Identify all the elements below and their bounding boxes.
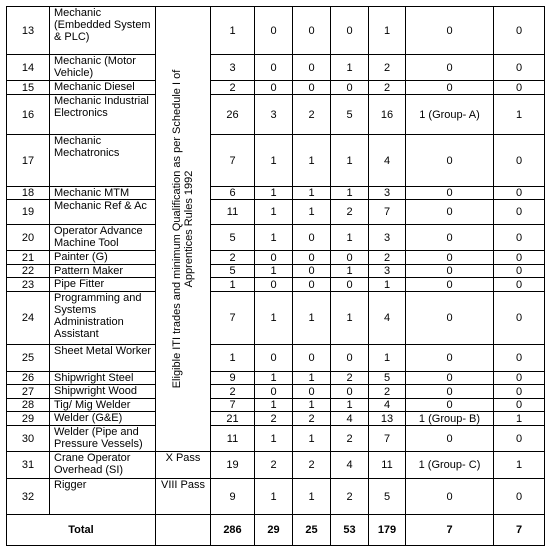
count-cell-c3: 0 bbox=[293, 225, 331, 251]
count-cell-c6: 0 bbox=[406, 426, 494, 452]
count-cell-c5: 4 bbox=[369, 292, 406, 345]
table-row bbox=[7, 95, 545, 135]
trade-name-cell: Programming and Systems Administration Assistant bbox=[50, 292, 156, 345]
trade-name-cell: Pattern Maker bbox=[50, 265, 156, 278]
count-cell-c5: 2 bbox=[369, 55, 406, 81]
count-cell-c5: 5 bbox=[369, 372, 406, 385]
table-row bbox=[7, 200, 545, 225]
count-cell-c5: 1 bbox=[369, 278, 406, 292]
trade-name-cell: Operator Advance Machine Tool bbox=[50, 225, 156, 251]
count-cell-c7: 0 bbox=[494, 399, 545, 412]
serial-number-cell: 24 bbox=[7, 292, 50, 345]
qualification-x-pass-cell: X Pass bbox=[156, 452, 211, 479]
count-cell-c1: 11 bbox=[211, 426, 255, 452]
count-cell-c2: 1 bbox=[255, 225, 293, 251]
serial-number-cell: 31 bbox=[7, 452, 50, 479]
table-row bbox=[7, 187, 545, 200]
count-cell-c2: 0 bbox=[255, 7, 293, 55]
qualification-iti-cell bbox=[156, 7, 211, 452]
count-cell-c4: 1 bbox=[331, 225, 369, 251]
serial-number-cell: 22 bbox=[7, 265, 50, 278]
count-cell-c6: 1 (Group- A) bbox=[406, 95, 494, 135]
qualification-viii-pass-cell: VIII Pass bbox=[156, 479, 211, 515]
count-cell-c7: 0 bbox=[494, 225, 545, 251]
serial-number-cell: 21 bbox=[7, 251, 50, 265]
table-row bbox=[7, 345, 545, 372]
count-cell-c4: 5 bbox=[331, 95, 369, 135]
count-cell-c4: 2 bbox=[331, 479, 369, 515]
count-cell-c3: 0 bbox=[293, 7, 331, 55]
count-cell-c6: 0 bbox=[406, 345, 494, 372]
count-cell-c6: 0 bbox=[406, 7, 494, 55]
serial-number-cell: 19 bbox=[7, 200, 50, 225]
count-cell-c4: 1 bbox=[331, 135, 369, 187]
count-cell-c4: 0 bbox=[331, 345, 369, 372]
table-row bbox=[7, 278, 545, 292]
count-cell-c7: 0 bbox=[494, 345, 545, 372]
count-cell-c7: 1 bbox=[494, 95, 545, 135]
count-cell-c3: 2 bbox=[293, 452, 331, 479]
count-cell-c4: 1 bbox=[331, 265, 369, 278]
count-cell-c7: 0 bbox=[494, 372, 545, 385]
table-row bbox=[7, 372, 545, 385]
count-cell-c3: 1 bbox=[293, 426, 331, 452]
count-cell-c2: 1 bbox=[255, 399, 293, 412]
count-cell-c3: 0 bbox=[293, 81, 331, 95]
count-cell-c3: 1 bbox=[293, 399, 331, 412]
count-cell-c7: 0 bbox=[494, 55, 545, 81]
serial-number-cell: 29 bbox=[7, 412, 50, 426]
count-cell-c7: 0 bbox=[494, 135, 545, 187]
count-cell-c1: 9 bbox=[211, 479, 255, 515]
count-cell-c2: 1 bbox=[255, 372, 293, 385]
count-cell-c7: 0 bbox=[494, 7, 545, 55]
count-cell-c7: 0 bbox=[494, 265, 545, 278]
count-cell-c3: 0 bbox=[293, 345, 331, 372]
count-cell-c7: 0 bbox=[494, 278, 545, 292]
count-cell-c3: 1 bbox=[293, 200, 331, 225]
count-cell-c6: 0 bbox=[406, 399, 494, 412]
count-cell-c5: 7 bbox=[369, 200, 406, 225]
serial-number-cell: 20 bbox=[7, 225, 50, 251]
count-cell-c1: 7 bbox=[211, 135, 255, 187]
count-cell-c5: 3 bbox=[369, 225, 406, 251]
table-row bbox=[7, 81, 545, 95]
table-row bbox=[7, 385, 545, 399]
table-row bbox=[7, 135, 545, 187]
count-cell-c6: 0 bbox=[406, 225, 494, 251]
count-cell-c1: 26 bbox=[211, 95, 255, 135]
count-cell-c6: 0 bbox=[406, 479, 494, 515]
count-cell-c5: 2 bbox=[369, 385, 406, 399]
count-cell-c7: 1 bbox=[494, 452, 545, 479]
count-cell-c5: 2 bbox=[369, 81, 406, 95]
total-c7-cell: 7 bbox=[494, 515, 545, 546]
count-cell-c6: 0 bbox=[406, 265, 494, 278]
count-cell-c2: 0 bbox=[255, 81, 293, 95]
count-cell-c6: 0 bbox=[406, 55, 494, 81]
count-cell-c1: 2 bbox=[211, 385, 255, 399]
table-row bbox=[7, 412, 545, 426]
count-cell-c3: 1 bbox=[293, 135, 331, 187]
count-cell-c7: 0 bbox=[494, 385, 545, 399]
apprentice-trades-table bbox=[6, 6, 545, 546]
count-cell-c1: 1 bbox=[211, 345, 255, 372]
table-row bbox=[7, 225, 545, 251]
trade-name-cell: Painter (G) bbox=[50, 251, 156, 265]
count-cell-c3: 0 bbox=[293, 385, 331, 399]
count-cell-c6: 0 bbox=[406, 278, 494, 292]
count-cell-c7: 0 bbox=[494, 187, 545, 200]
count-cell-c4: 2 bbox=[331, 200, 369, 225]
count-cell-c4: 0 bbox=[331, 81, 369, 95]
count-cell-c5: 4 bbox=[369, 135, 406, 187]
count-cell-c1: 21 bbox=[211, 412, 255, 426]
count-cell-c2: 1 bbox=[255, 426, 293, 452]
count-cell-c2: 1 bbox=[255, 135, 293, 187]
count-cell-c6: 1 (Group- C) bbox=[406, 452, 494, 479]
serial-number-cell: 25 bbox=[7, 345, 50, 372]
trade-name-cell: Sheet Metal Worker bbox=[50, 345, 156, 372]
count-cell-c4: 0 bbox=[331, 7, 369, 55]
count-cell-c4: 1 bbox=[331, 55, 369, 81]
count-cell-c3: 0 bbox=[293, 55, 331, 81]
table-row bbox=[7, 55, 545, 81]
table-body bbox=[7, 7, 545, 546]
trade-name-cell: Mechanic Mechatronics bbox=[50, 135, 156, 187]
count-cell-c2: 1 bbox=[255, 292, 293, 345]
count-cell-c4: 0 bbox=[331, 251, 369, 265]
total-c6-cell: 7 bbox=[406, 515, 494, 546]
count-cell-c7: 0 bbox=[494, 200, 545, 225]
trade-name-cell: Shipwright Wood bbox=[50, 385, 156, 399]
trade-name-cell: Mechanic MTM bbox=[50, 187, 156, 200]
total-c4-cell: 53 bbox=[331, 515, 369, 546]
count-cell-c2: 2 bbox=[255, 412, 293, 426]
count-cell-c6: 0 bbox=[406, 135, 494, 187]
count-cell-c1: 7 bbox=[211, 292, 255, 345]
count-cell-c5: 16 bbox=[369, 95, 406, 135]
trade-name-cell: Rigger bbox=[50, 479, 156, 515]
count-cell-c2: 1 bbox=[255, 200, 293, 225]
total-c3-cell: 25 bbox=[293, 515, 331, 546]
count-cell-c5: 7 bbox=[369, 426, 406, 452]
count-cell-c1: 7 bbox=[211, 399, 255, 412]
count-cell-c4: 1 bbox=[331, 292, 369, 345]
count-cell-c6: 1 (Group- B) bbox=[406, 412, 494, 426]
count-cell-c6: 0 bbox=[406, 372, 494, 385]
count-cell-c5: 3 bbox=[369, 187, 406, 200]
count-cell-c3: 1 bbox=[293, 372, 331, 385]
table-row bbox=[7, 479, 545, 515]
total-c5-cell: 179 bbox=[369, 515, 406, 546]
count-cell-c6: 0 bbox=[406, 200, 494, 225]
total-c1-cell: 286 bbox=[211, 515, 255, 546]
count-cell-c5: 1 bbox=[369, 7, 406, 55]
count-cell-c5: 4 bbox=[369, 399, 406, 412]
count-cell-c1: 6 bbox=[211, 187, 255, 200]
count-cell-c5: 13 bbox=[369, 412, 406, 426]
trade-name-cell: Mechanic Industrial Electronics bbox=[50, 95, 156, 135]
serial-number-cell: 15 bbox=[7, 81, 50, 95]
trade-name-cell: Tig/ Mig Welder bbox=[50, 399, 156, 412]
count-cell-c3: 1 bbox=[293, 479, 331, 515]
count-cell-c3: 0 bbox=[293, 278, 331, 292]
count-cell-c7: 0 bbox=[494, 292, 545, 345]
table-row bbox=[7, 7, 545, 55]
count-cell-c1: 5 bbox=[211, 225, 255, 251]
count-cell-c6: 0 bbox=[406, 251, 494, 265]
count-cell-c4: 2 bbox=[331, 426, 369, 452]
count-cell-c6: 0 bbox=[406, 81, 494, 95]
total-c2-cell: 29 bbox=[255, 515, 293, 546]
total-label-cell: Total bbox=[7, 515, 156, 546]
count-cell-c5: 11 bbox=[369, 452, 406, 479]
count-cell-c4: 1 bbox=[331, 399, 369, 412]
serial-number-cell: 32 bbox=[7, 479, 50, 515]
count-cell-c6: 0 bbox=[406, 292, 494, 345]
count-cell-c5: 1 bbox=[369, 345, 406, 372]
count-cell-c6: 0 bbox=[406, 187, 494, 200]
count-cell-c2: 1 bbox=[255, 479, 293, 515]
table-row bbox=[7, 426, 545, 452]
serial-number-cell: 16 bbox=[7, 95, 50, 135]
count-cell-c1: 2 bbox=[211, 251, 255, 265]
count-cell-c2: 0 bbox=[255, 55, 293, 81]
qualification-iti-text: Eligible ITI trades and minimum Qualification as per Schedule I of Apprentices Rules 1992 bbox=[171, 69, 195, 389]
count-cell-c5: 3 bbox=[369, 265, 406, 278]
serial-number-cell: 17 bbox=[7, 135, 50, 187]
serial-number-cell: 28 bbox=[7, 399, 50, 412]
count-cell-c3: 1 bbox=[293, 187, 331, 200]
count-cell-c1: 11 bbox=[211, 200, 255, 225]
count-cell-c4: 0 bbox=[331, 385, 369, 399]
serial-number-cell: 26 bbox=[7, 372, 50, 385]
count-cell-c1: 2 bbox=[211, 81, 255, 95]
count-cell-c2: 1 bbox=[255, 265, 293, 278]
count-cell-c7: 1 bbox=[494, 412, 545, 426]
count-cell-c1: 1 bbox=[211, 7, 255, 55]
count-cell-c7: 0 bbox=[494, 479, 545, 515]
count-cell-c2: 0 bbox=[255, 278, 293, 292]
count-cell-c5: 5 bbox=[369, 479, 406, 515]
table-row bbox=[7, 399, 545, 412]
count-cell-c3: 2 bbox=[293, 412, 331, 426]
count-cell-c2: 2 bbox=[255, 452, 293, 479]
trade-name-cell: Shipwright Steel bbox=[50, 372, 156, 385]
table-row bbox=[7, 452, 545, 479]
count-cell-c7: 0 bbox=[494, 251, 545, 265]
serial-number-cell: 27 bbox=[7, 385, 50, 399]
count-cell-c1: 5 bbox=[211, 265, 255, 278]
count-cell-c7: 0 bbox=[494, 81, 545, 95]
count-cell-c2: 3 bbox=[255, 95, 293, 135]
trade-name-cell: Mechanic Diesel bbox=[50, 81, 156, 95]
count-cell-c2: 0 bbox=[255, 385, 293, 399]
trade-name-cell: Mechanic (Motor Vehicle) bbox=[50, 55, 156, 81]
count-cell-c1: 3 bbox=[211, 55, 255, 81]
count-cell-c6: 0 bbox=[406, 385, 494, 399]
trade-name-cell: Welder (G&E) bbox=[50, 412, 156, 426]
count-cell-c3: 0 bbox=[293, 265, 331, 278]
trade-name-cell: Mechanic (Embedded System & PLC) bbox=[50, 7, 156, 55]
count-cell-c3: 1 bbox=[293, 292, 331, 345]
count-cell-c1: 19 bbox=[211, 452, 255, 479]
table-row bbox=[7, 292, 545, 345]
trade-name-cell: Pipe Fitter bbox=[50, 278, 156, 292]
serial-number-cell: 23 bbox=[7, 278, 50, 292]
count-cell-c1: 9 bbox=[211, 372, 255, 385]
serial-number-cell: 14 bbox=[7, 55, 50, 81]
count-cell-c4: 4 bbox=[331, 452, 369, 479]
serial-number-cell: 30 bbox=[7, 426, 50, 452]
serial-number-cell: 18 bbox=[7, 187, 50, 200]
table-row bbox=[7, 251, 545, 265]
count-cell-c4: 2 bbox=[331, 372, 369, 385]
count-cell-c4: 4 bbox=[331, 412, 369, 426]
count-cell-c2: 1 bbox=[255, 187, 293, 200]
count-cell-c7: 0 bbox=[494, 426, 545, 452]
count-cell-c2: 0 bbox=[255, 345, 293, 372]
count-cell-c3: 2 bbox=[293, 95, 331, 135]
count-cell-c3: 0 bbox=[293, 251, 331, 265]
count-cell-c4: 0 bbox=[331, 278, 369, 292]
count-cell-c1: 1 bbox=[211, 278, 255, 292]
count-cell-c4: 1 bbox=[331, 187, 369, 200]
table-row bbox=[7, 265, 545, 278]
trade-name-cell: Welder (Pipe and Pressure Vessels) bbox=[50, 426, 156, 452]
trade-name-cell: Mechanic Ref & Ac bbox=[50, 200, 156, 225]
count-cell-c2: 0 bbox=[255, 251, 293, 265]
count-cell-c5: 2 bbox=[369, 251, 406, 265]
trade-name-cell: Crane Operator Overhead (SI) bbox=[50, 452, 156, 479]
serial-number-cell: 13 bbox=[7, 7, 50, 55]
